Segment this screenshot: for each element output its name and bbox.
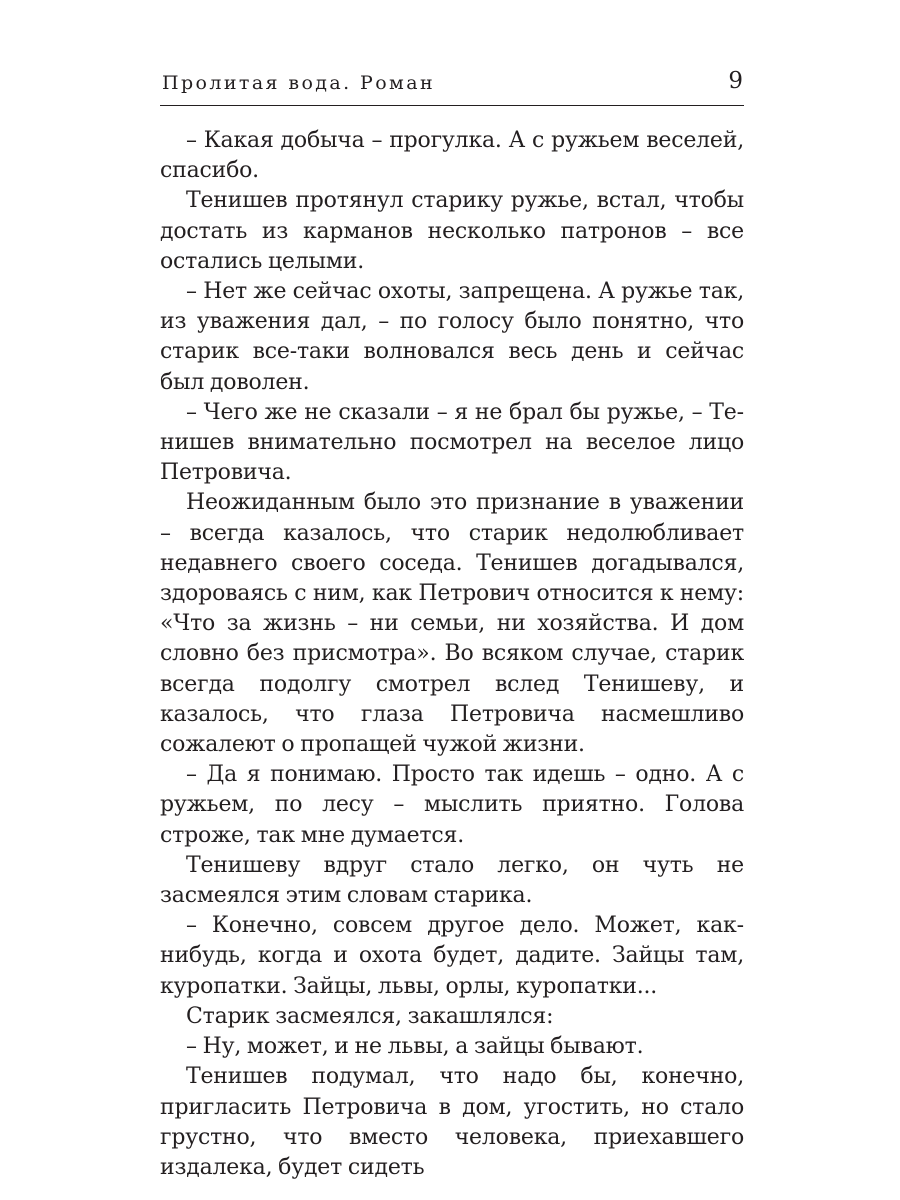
paragraph: – Какая добыча – прогулка. А с ружьем веселей, спасибо.	[160, 128, 744, 184]
page-number: 9	[728, 68, 743, 94]
paragraph: – Чего же не сказали – я не брал бы ружье, – Тенишев внимательно посмотрел на веселое лицо Петровича.	[160, 399, 744, 486]
paragraph: Тенишев подумал, что надо бы, конечно, пригласить Петровича в дом, угостить, но стало грустно, что вместо человека, приехавшего издалека, будет сидеть	[160, 1064, 744, 1180]
book-page	[160, 62, 744, 1180]
paragraph: – Да я понимаю. Просто так идешь – одно. А с ружьем, по лесу – мыслить приятно. Голова строже, так мне думается.	[160, 762, 744, 848]
paragraph: – Ну, может, и не львы, а зайцы бывают.	[186, 1034, 644, 1060]
paragraph: Тенишев протянул старику ружье, встал, чтобы достать из карманов несколько патронов – все остались целыми.	[160, 188, 744, 274]
paragraph: – Нет же сейчас охоты, запрещена. А ружье так, из уважения дал, – по голосу было понятно, что старик все-таки волновался весь день и сейчас был доволен.	[160, 279, 744, 395]
paragraph: Старик засмеялся, закашлялся:	[186, 1003, 554, 1029]
paragraph: Тенишеву вдруг стало легко, он чуть не засмеялся этим словам старика.	[160, 852, 744, 909]
paragraph: Неожиданным было это признание в уважении – всегда казалось, что старик недолюбливает недавнего своего соседа. Тенишев догадывался, здороваясь с ним, как Петрович относится к нему: «Что за жизнь – ни семьи, ни хозяйства. И дом словно без присмотра». Во всяком случае, старик всегда подолгу смотрел вслед Тенишеву, и казалось, что глаза Петровича насмешливо сожалеют о пропащей чужой жизни.	[160, 490, 744, 758]
paragraph: – Конечно, совсем другое дело. Может, какнибудь, когда и охота будет, дадите. Зайцы там, куропатки. Зайцы, львы, орлы, куропатки...	[160, 913, 744, 999]
body-text	[160, 126, 744, 1183]
running-header	[160, 62, 744, 106]
running-title: Пролитая вода. Роман	[162, 72, 436, 94]
